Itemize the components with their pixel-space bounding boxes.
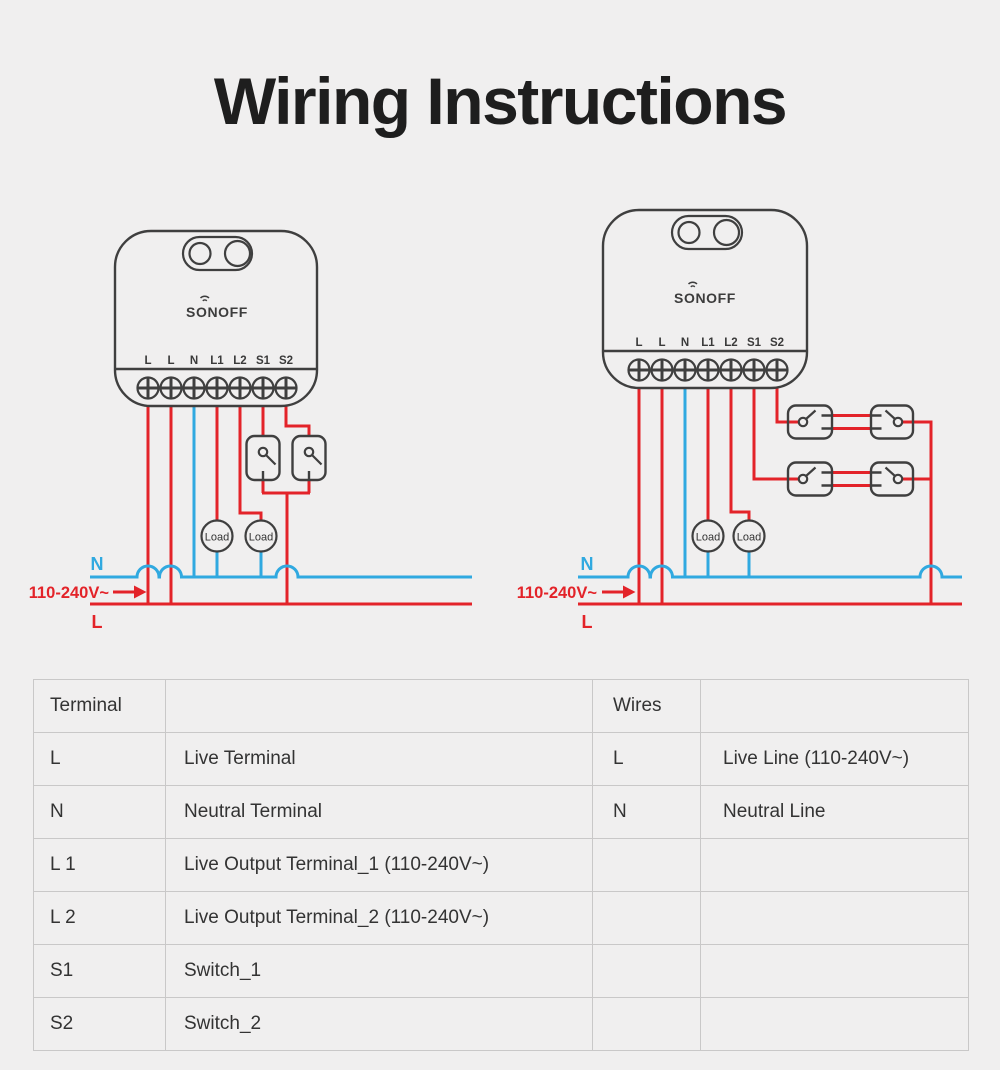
load-label: Load xyxy=(204,531,230,544)
table-row xyxy=(34,733,969,786)
brand-text: SONOFF xyxy=(674,290,736,306)
screw-terminal-icon xyxy=(184,378,205,399)
load-label: Load xyxy=(695,531,721,544)
rocker-switch-1 xyxy=(247,436,280,480)
terminal-wires-table xyxy=(33,679,969,1051)
wire-s2-to-switch xyxy=(286,406,309,436)
switch-pivot-icon xyxy=(799,418,807,426)
terminal-cell: L 1 xyxy=(34,839,166,892)
brand-text: SONOFF xyxy=(186,304,248,320)
switch-lever-icon xyxy=(886,411,896,420)
neutral-line-label: N xyxy=(580,554,594,574)
terminal-header-cell: Terminal xyxy=(34,680,166,733)
screw-terminal-icon xyxy=(207,378,228,399)
terminal-label: S2 xyxy=(278,355,294,367)
live-line-label: L xyxy=(581,612,593,632)
button-large-icon xyxy=(225,241,250,266)
wire-load-neutral-drops xyxy=(217,551,261,577)
diagram-left-single-switches xyxy=(29,231,472,632)
voltage-label: 110-240V~ xyxy=(516,584,597,602)
screw-terminal-icon xyxy=(744,360,765,381)
terminal-label: L xyxy=(167,355,175,367)
switch-pivot-icon xyxy=(894,418,902,426)
terminal-desc-cell: Live Terminal xyxy=(166,733,593,786)
terminal-desc-cell: Neutral Terminal xyxy=(166,786,593,839)
terminal-desc-cell: Live Output Terminal_2 (110-240V~) xyxy=(166,892,593,945)
sonoff-logo xyxy=(186,296,248,320)
table-row xyxy=(34,892,969,945)
button-small-icon xyxy=(190,243,211,264)
terminal-label: N xyxy=(189,355,199,367)
load-2 xyxy=(246,521,277,552)
rocker-switch-2 xyxy=(293,436,326,480)
screw-terminal-icon xyxy=(652,360,673,381)
terminal-cell: S1 xyxy=(34,945,166,998)
wire-l2-to-load xyxy=(240,406,261,521)
table-header-row xyxy=(34,680,969,733)
wire-desc-cell xyxy=(701,839,969,892)
screw-terminal-icon xyxy=(698,360,719,381)
screw-terminals xyxy=(629,360,788,381)
switch-lever-icon xyxy=(312,455,322,465)
switch-pivot-icon xyxy=(305,448,313,456)
screw-terminal-icon xyxy=(767,360,788,381)
diagram-right-two-way-switches xyxy=(517,210,962,632)
terminal-cell: S2 xyxy=(34,998,166,1051)
load-1 xyxy=(693,521,724,552)
wire-desc-cell xyxy=(701,945,969,998)
table-row xyxy=(34,839,969,892)
terminal-label: L2 xyxy=(233,355,247,367)
terminal-cell: N xyxy=(34,786,166,839)
wire-cell xyxy=(593,945,701,998)
terminal-cell: L 2 xyxy=(34,892,166,945)
screw-terminal-icon xyxy=(629,360,650,381)
terminal-label: L xyxy=(658,337,666,349)
wire-cell xyxy=(593,839,701,892)
wire-cell xyxy=(593,998,701,1051)
switch-lever-icon xyxy=(806,411,816,420)
switch-pivot-icon xyxy=(259,448,267,456)
screw-terminals xyxy=(138,378,297,399)
wire-cell xyxy=(593,892,701,945)
switch-lever-icon xyxy=(806,468,816,477)
screw-terminal-icon xyxy=(675,360,696,381)
wire-cell: N xyxy=(593,786,701,839)
traveler-wires-row2 xyxy=(832,473,871,486)
switch-pivot-icon xyxy=(894,475,902,483)
wifi-icon xyxy=(201,296,210,301)
terminal-label: L xyxy=(144,355,152,367)
terminal-desc-cell: Switch_2 xyxy=(166,998,593,1051)
terminal-label: L2 xyxy=(724,337,738,349)
empty-header-cell xyxy=(166,680,593,733)
terminal-label: S2 xyxy=(769,337,785,349)
terminal-cell: L xyxy=(34,733,166,786)
screw-terminal-icon xyxy=(138,378,159,399)
load-label: Load xyxy=(248,531,274,544)
wires-header-cell: Wires xyxy=(593,680,701,733)
load-2 xyxy=(734,521,765,552)
screw-terminal-icon xyxy=(161,378,182,399)
switch-terminal-stubs xyxy=(871,473,882,486)
terminal-labels xyxy=(144,355,293,367)
screw-terminal-icon xyxy=(721,360,742,381)
sonoff-logo xyxy=(674,282,736,306)
button-small-icon xyxy=(679,222,700,243)
page-title: Wiring Instructions xyxy=(213,64,787,138)
wire-load-neutral-drops xyxy=(708,551,749,577)
switch-terminal-stubs xyxy=(822,473,833,486)
terminal-desc-cell: Switch_1 xyxy=(166,945,593,998)
wifi-icon xyxy=(689,282,698,287)
wire-desc-cell: Live Line (110-240V~) xyxy=(701,733,969,786)
terminal-labels xyxy=(635,337,784,349)
traveler-wires-row1 xyxy=(832,416,871,429)
screw-terminal-icon xyxy=(230,378,251,399)
terminal-label: S1 xyxy=(746,337,762,349)
terminal-label: S1 xyxy=(255,355,271,367)
sonoff-device xyxy=(603,210,807,388)
wire-cell: L xyxy=(593,733,701,786)
wire-desc-cell: Neutral Line xyxy=(701,786,969,839)
terminal-label: L1 xyxy=(210,355,224,367)
screw-terminal-icon xyxy=(253,378,274,399)
terminal-desc-cell: Live Output Terminal_1 (110-240V~) xyxy=(166,839,593,892)
live-line-label: L xyxy=(91,612,103,632)
terminal-label: N xyxy=(680,337,690,349)
screw-terminal-icon xyxy=(276,378,297,399)
load-label: Load xyxy=(736,531,762,544)
switch-pivot-icon xyxy=(799,475,807,483)
wire-desc-cell xyxy=(701,998,969,1051)
load-1 xyxy=(202,521,233,552)
table-row xyxy=(34,786,969,839)
sonoff-device xyxy=(115,231,317,406)
switch-terminal-stubs xyxy=(871,416,882,429)
voltage-label: 110-240V~ xyxy=(28,584,109,602)
table-row xyxy=(34,945,969,998)
switch-lever-icon xyxy=(886,468,896,477)
neutral-bus xyxy=(578,566,962,577)
arrow-right-icon xyxy=(134,586,147,599)
terminal-label: L xyxy=(635,337,643,349)
table-row xyxy=(34,998,969,1051)
terminal-label: L1 xyxy=(701,337,715,349)
switch-terminal-stubs xyxy=(822,416,833,429)
arrow-right-icon xyxy=(623,586,636,599)
switch-lever-icon xyxy=(266,455,276,465)
neutral-line-label: N xyxy=(90,554,104,574)
empty-header-cell xyxy=(701,680,969,733)
button-large-icon xyxy=(714,220,739,245)
wire-l2-to-load xyxy=(731,388,749,521)
wire-desc-cell xyxy=(701,892,969,945)
